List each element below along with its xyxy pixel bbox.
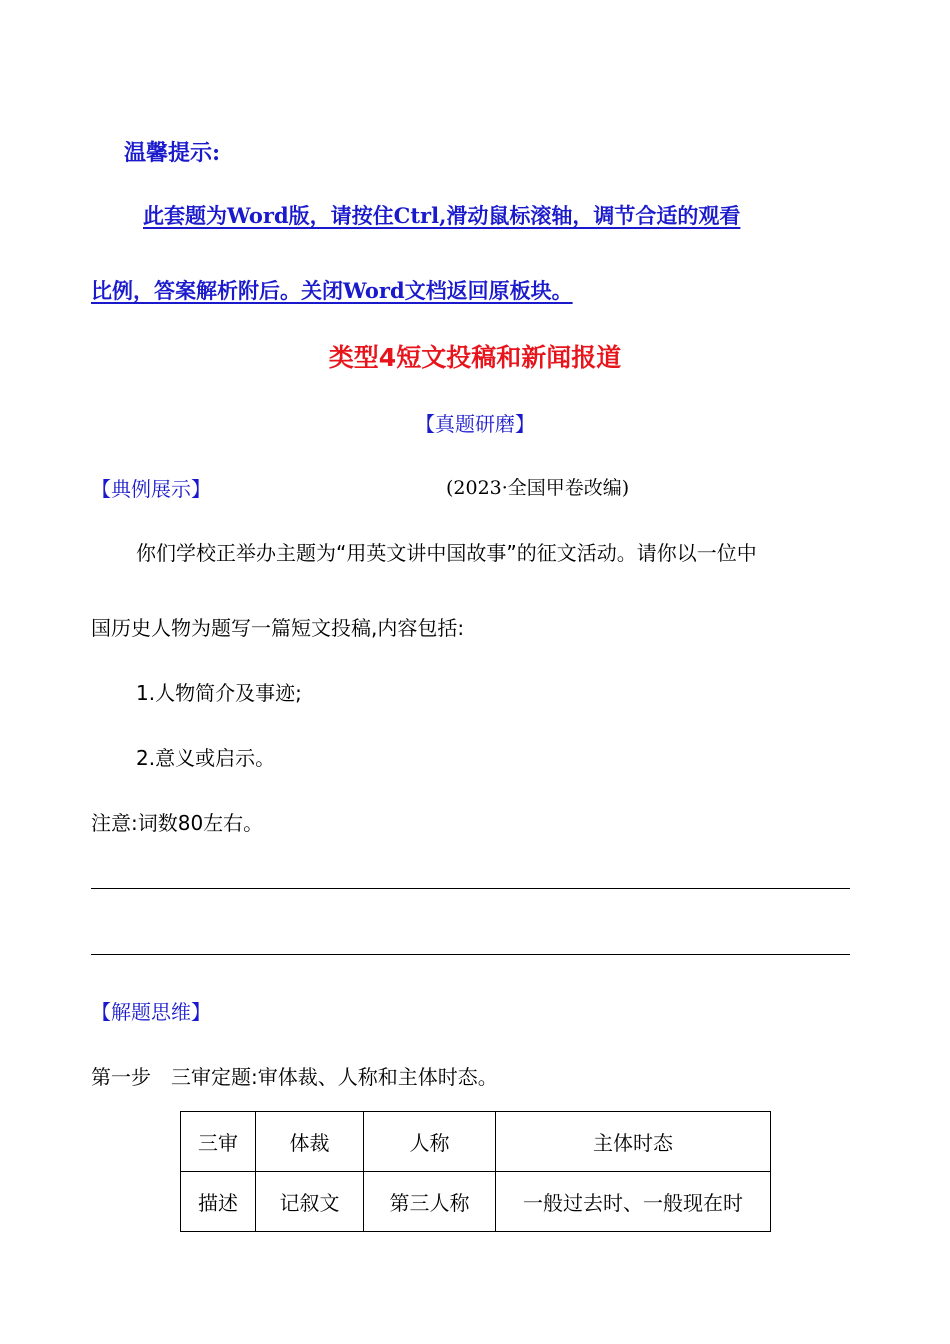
- prompt-line-1: 你们学校正举办主题为“用英文讲中国故事”的征文活动。请你以一位中: [136, 541, 757, 565]
- prompt-line-2: 国历史人物为题写一篇短文投稿,内容包括:: [91, 616, 465, 640]
- table-cell: 主体时态: [496, 1112, 771, 1172]
- table-row: [181, 1172, 771, 1232]
- notice-line-2[interactable]: 比例，答案解析附后。关闭Word文档返回原板块。: [91, 278, 573, 303]
- page-title: 类型4短文投稿和新闻报道: [328, 343, 622, 372]
- prompt-note: 注意:词数80左右。: [91, 811, 264, 835]
- table-cell: 体裁: [256, 1112, 364, 1172]
- answer-line-1: [91, 888, 850, 889]
- table-cell: 人称: [364, 1112, 496, 1172]
- prompt-item-2: 2.意义或启示。: [136, 746, 276, 770]
- prompt-item-1: 1.人物简介及事迹;: [136, 681, 302, 705]
- notice-line-1[interactable]: 此套题为Word版，请按住Ctrl,滑动鼠标滚轴，调节合适的观看: [143, 203, 741, 228]
- section-real-exam: 【真题研磨】: [415, 412, 535, 436]
- table-cell: 一般过去时、一般现在时: [496, 1172, 771, 1232]
- step-one: 第一步 三审定题:审体裁、人称和主体时态。: [91, 1065, 498, 1089]
- example-source: (2023·全国甲卷改编): [446, 477, 630, 499]
- thinking-label: 【解题思维】: [91, 1000, 211, 1024]
- notice-heading: 温馨提示:: [124, 140, 221, 166]
- table-cell: 记叙文: [256, 1172, 364, 1232]
- table-row: [181, 1112, 771, 1172]
- example-label: 【典例展示】: [91, 477, 211, 501]
- table-cell: 第三人称: [364, 1172, 496, 1232]
- table-cell: 描述: [181, 1172, 256, 1232]
- answer-line-2: [91, 954, 850, 955]
- analysis-table: [180, 1111, 771, 1232]
- table-cell: 三审: [181, 1112, 256, 1172]
